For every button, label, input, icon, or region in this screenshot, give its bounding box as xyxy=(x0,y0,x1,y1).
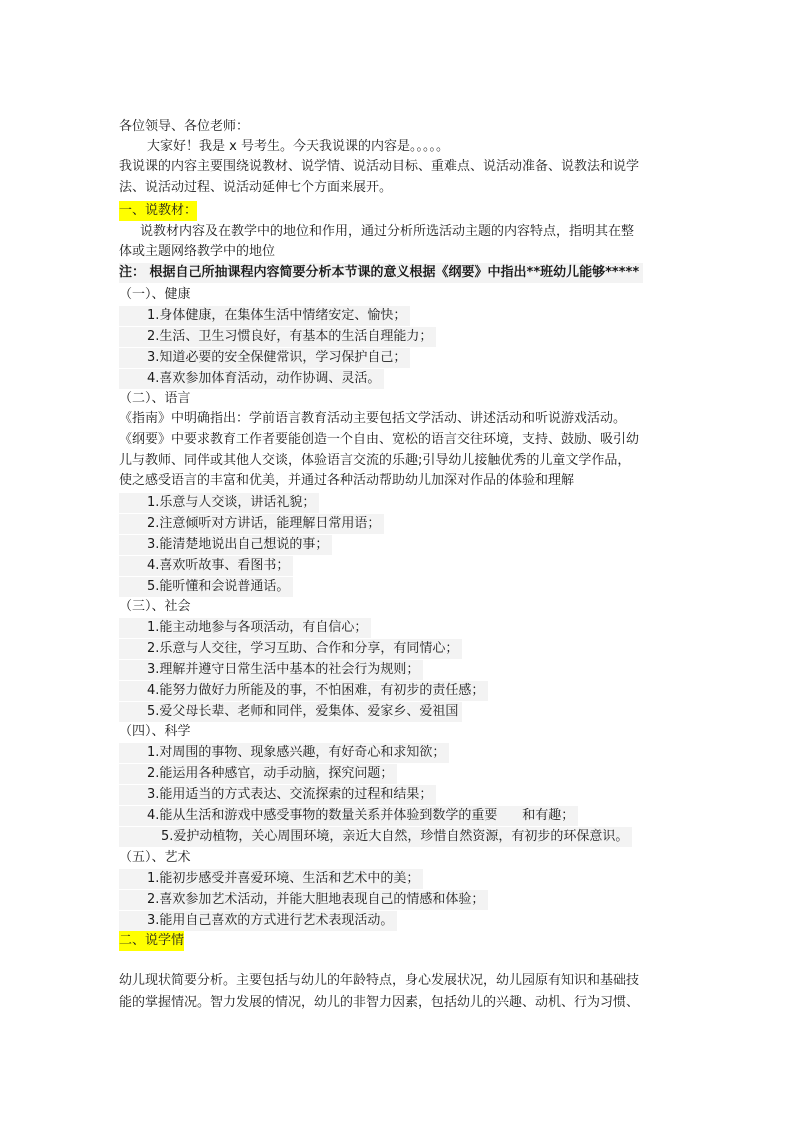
social-item: 2.乐意与人交往，学习互助、合作和分享，有同情心； xyxy=(119,639,462,659)
social-item: 3.理解并遵守日常生活中基本的社会行为规则； xyxy=(119,660,423,680)
language-para-line: 儿与教师、同伴或其他人交谈，体验语言交流的乐趣;引导幼儿接触优秀的儿童文学作品， xyxy=(119,453,631,468)
art-item: 1.能初步感受并喜爱环境、生活和艺术中的美； xyxy=(119,869,423,889)
language-para-line: 《纲要》中要求教育工作者要能创造一个自由、宽松的语言交往环境，支持、鼓励、吸引幼 xyxy=(119,432,640,447)
science-title: （四）、科学 xyxy=(119,724,191,739)
health-item: 4.喜欢参加体育活动，动作协调、灵活。 xyxy=(119,369,384,389)
section-1-para-line-1: 说教材内容及在教学中的地位和作用，通过分析所选活动主题的内容特点，指明其在整 xyxy=(140,224,635,239)
language-item: 3.能清楚地说出自己想说的事； xyxy=(119,535,332,555)
science-item: 5.爱护动植物，关心周围环境，亲近大自然，珍惜自然资源，有初步的环保意识。 xyxy=(119,827,632,847)
social-item: 4.能努力做好力所能及的事，不怕困难，有初步的责任感； xyxy=(119,681,488,701)
language-title: （二）、语言 xyxy=(119,391,191,406)
health-item: 3.知道必要的安全保健常识，学习保护自己； xyxy=(119,348,410,368)
language-para-line: 使之感受语言的丰富和优美，并通过各种活动帮助幼儿加深对作品的体验和理解 xyxy=(119,473,575,488)
health-item: 1.身体健康，在集体生活中情绪安定、愉快； xyxy=(119,306,410,326)
greeting: 各位领导、各位老师： xyxy=(119,119,250,134)
science-item: 3.能用适当的方式表达、交流探索的过程和结果； xyxy=(119,785,436,805)
section-2-para-line-1: 幼儿现状简要分析。主要包括与幼儿的年龄特点，身心发展状况，幼儿园原有知识和基础技 xyxy=(119,973,640,988)
language-item: 4.喜欢听故事、看图书； xyxy=(119,556,293,576)
social-item: 5.爱父母长辈、老师和同伴，爱集体、爱家乡、爱祖国 xyxy=(119,702,462,722)
section-1-heading: 一、说教材： xyxy=(119,201,197,221)
overview-line-2: 法、说活动过程、说活动延伸七个方面来展开。 xyxy=(119,180,393,195)
language-para-line: 《指南》中明确指出：学前语言教育活动主要包括文学活动、讲述活动和听说游戏活动。 xyxy=(119,411,627,426)
art-item: 2.喜欢参加艺术活动，并能大胆地表现自己的情感和体验； xyxy=(119,890,488,910)
note-line: 注： 根据自己所抽课程内容简要分析本节课的意义根据《纲要》中指出**班幼儿能够***** xyxy=(119,263,643,283)
language-item: 5.能听懂和会说普通话。 xyxy=(119,577,293,597)
social-item: 1.能主动地参与各项活动，有自信心； xyxy=(119,618,371,638)
intro-line: 大家好！我是 x 号考生。今天我说课的内容是。。。。。 xyxy=(147,139,449,154)
section-2-para-line-2: 能的掌握情况。智力发展的情况，幼儿的非智力因素，包括幼儿的兴趣、动机、行为习惯、 xyxy=(119,995,640,1010)
social-title: （三）、社会 xyxy=(119,599,191,614)
art-item: 3.能用自己喜欢的方式进行艺术表现活动。 xyxy=(119,911,397,931)
science-item: 4.能从生活和游戏中感受事物的数量关系并体验到数学的重要 和有趣； xyxy=(119,806,578,826)
language-item: 2.注意倾听对方讲话，能理解日常用语； xyxy=(119,514,384,534)
section-1-para-line-2: 体或主题网络教学中的地位 xyxy=(119,244,276,259)
art-title: （五）、艺术 xyxy=(119,850,191,865)
language-item: 1.乐意与人交谈，讲话礼貌； xyxy=(119,493,319,513)
health-item: 2.生活、卫生习惯良好，有基本的生活自理能力； xyxy=(119,327,436,347)
science-item: 2.能运用各种感官，动手动脑，探究问题； xyxy=(119,764,397,784)
section-2-heading: 二、说学情 xyxy=(119,931,184,951)
overview-line-1: 我说课的内容主要围绕说教材、说学情、说活动目标、重难点、说活动准备、说教法和说学 xyxy=(119,159,640,174)
health-title: （一）、健康 xyxy=(119,287,191,302)
science-item: 1.对周围的事物、现象感兴趣，有好奇心和求知欲； xyxy=(119,743,449,763)
